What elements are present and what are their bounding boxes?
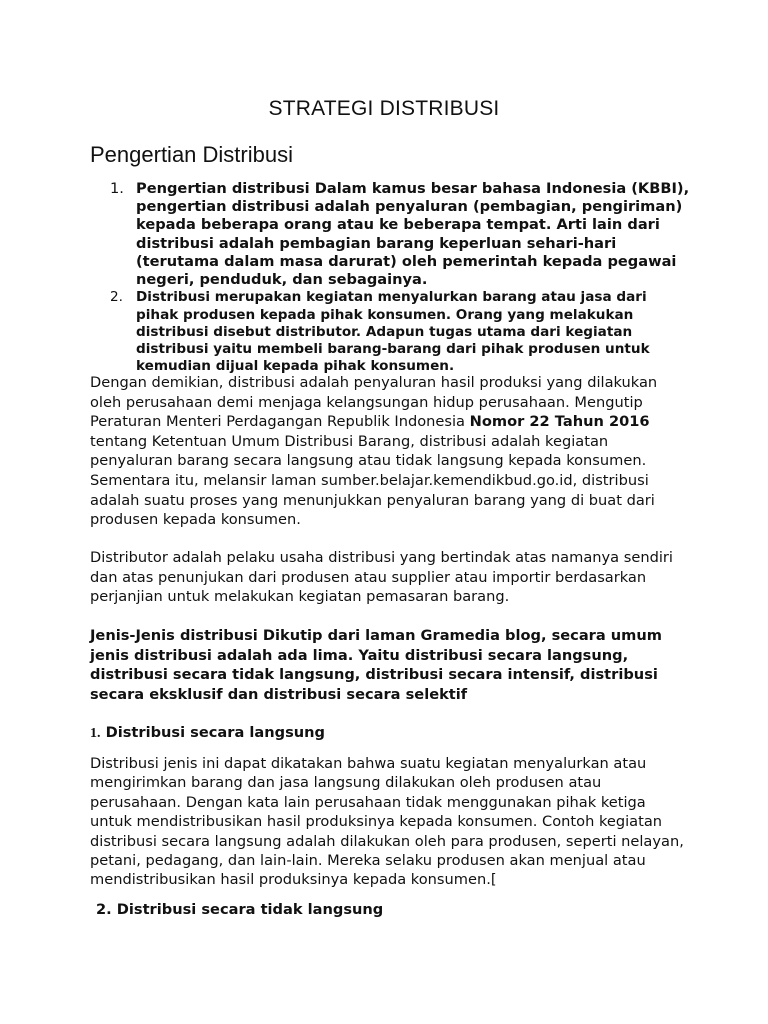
- list-item: [110, 289, 690, 375]
- list-item-text: Pengertian distribusi Dalam kamus besar bahasa Indonesia (KBBI), pengertian distribusi adalah penyaluran (pembagian, pengiriman) kepada beberapa orang atau ke beberapa tempat. Arti lain dari distribusi adalah pembagian barang keperluan sehari-hari (terutama dalam masa darurat) oleh pemerintah kepada pegawai negeri, penduduk, dan sebagainya.: [136, 180, 690, 289]
- regulation-number: Nomor 22 Tahun 2016: [469, 413, 650, 431]
- definition-list: [110, 180, 690, 376]
- subheading-text: Distribusi secara langsung: [105, 724, 325, 741]
- paragraph-definition: [90, 373, 690, 530]
- section-heading: Pengertian Distribusi: [90, 142, 293, 167]
- list-item-number: 2.: [110, 289, 123, 306]
- paragraph-text: tentang Ketentuan Umum Distribusi Barang, distribusi adalah kegiatan penyaluran barang secara langsung atau tidak langsung kepada konsumen. Sementara itu, melansir laman sumber.belajar.kemendikbud.go.id, distribusi adalah suatu proses yang menunjukkan penyaluran barang yang di buat dari produsen kepada konsumen.: [90, 432, 655, 529]
- list-item-number: 1.: [110, 180, 124, 197]
- paragraph-distributor: Distributor adalah pelaku usaha distribusi yang bertindak atas namanya sendiri dan atas penunjukan dari produsen atau supplier atau importir berdasarkan perjanjian untuk melakukan kegiatan pemasaran barang.: [90, 549, 673, 606]
- paragraph-direct-distribution: Distribusi jenis ini dapat dikatakan bahwa suatu kegiatan menyalurkan atau mengirimkan barang dan jasa langsung dilakukan oleh produsen atau perusahaan. Dengan kata lain perusahaan tidak menggunakan pihak ketiga untuk mendistribusikan hasil produksinya kepada konsumen. Contoh kegiatan distribusi secara langsung adalah dilakukan oleh para produsen, seperti nelayan, petani, pedagang, dan lain-lain. Mereka selaku produsen akan menjual atau mendistribusikan hasil produksinya kepada konsumen.[: [90, 755, 684, 889]
- paragraph-types: Jenis-Jenis distribusi Dikutip dari laman Gramedia blog, secara umum jenis distribusi adalah ada lima. Yaitu distribusi secara langsung, distribusi secara tidak langsung, distribusi secara intensif, distribusi secara eksklusif dan distribusi secara selektif: [90, 627, 662, 703]
- subheading-indirect: 2. Distribusi secara tidak langsung: [96, 901, 384, 918]
- list-item-text: Distribusi merupakan kegiatan menyalurkan barang atau jasa dari pihak produsen kepada pihak konsumen. Orang yang melakukan distribusi disebut distributor. Adapun tugas utama dari kegiatan distribusi yaitu membeli barang-barang dari pihak produsen untuk kemudian dijual kepada pihak konsumen.: [136, 289, 650, 375]
- subheading-direct: [90, 724, 325, 742]
- subheading-number: 1.: [90, 726, 101, 741]
- list-item: [110, 180, 690, 289]
- document-title: STRATEGI DISTRIBUSI: [268, 97, 500, 120]
- paragraph-text: Dengan demikian, distribusi adalah penyaluran hasil produksi yang dilakukan oleh perusahaan demi menjaga kelangsungan hidup perusahaan. Mengutip Peraturan Menteri Perdagangan Republik Indonesia: [90, 374, 658, 431]
